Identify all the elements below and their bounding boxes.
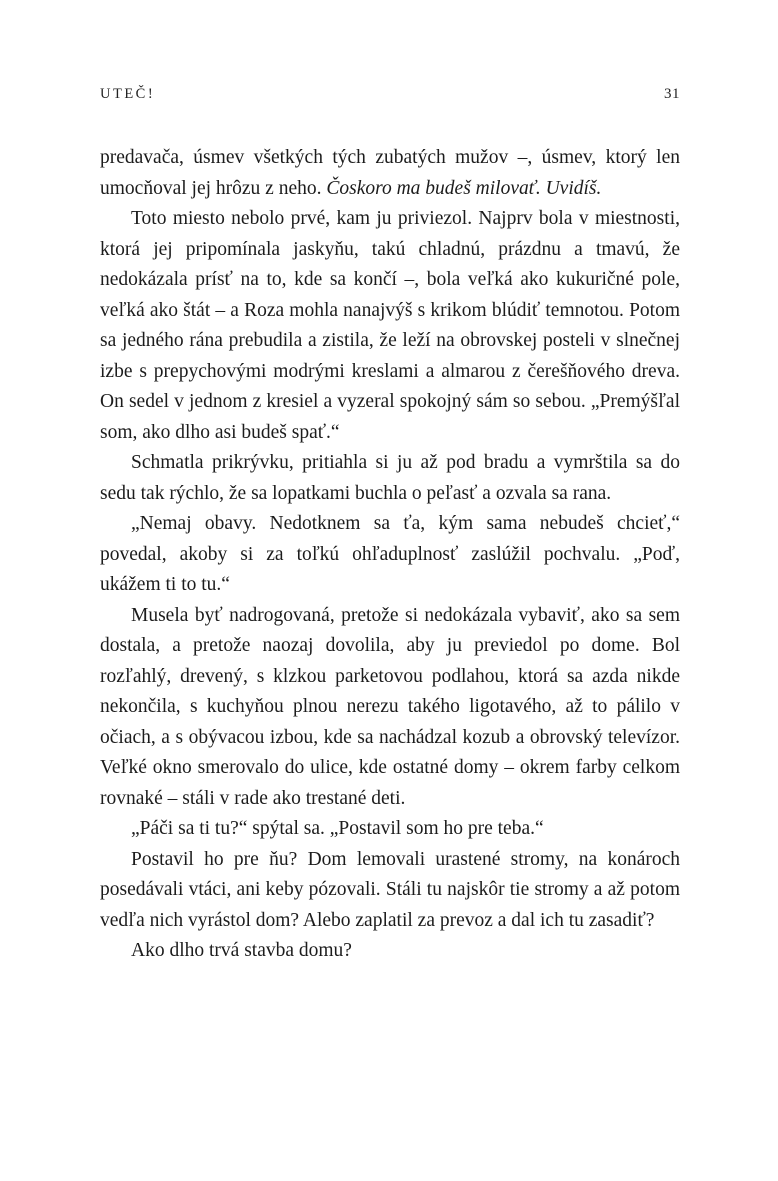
paragraph bbox=[100, 601, 680, 815]
running-title: UTEČ! bbox=[100, 86, 156, 102]
paragraph bbox=[100, 143, 680, 204]
paragraph bbox=[100, 814, 680, 845]
body-text: „Nemaj obavy. Nedotknem sa ťa, kým sama nebudeš chcieť,“ povedal, akoby si za toľkú ohľaduplnosť zaslúžil pochvalu. „Poď, ukážem ti to tu.“ bbox=[100, 513, 680, 595]
page-number: 31 bbox=[664, 86, 680, 102]
body-text: Schmatla prikrývku, pritiahla si ju až pod bradu a vymrštila sa do sedu tak rýchlo, že sa lopatkami buchla o peľasť a ozvala sa rana. bbox=[100, 452, 680, 504]
body-text: „Páči sa ti tu?“ spýtal sa. „Postavil som ho pre teba.“ bbox=[131, 818, 544, 839]
paragraph bbox=[100, 845, 680, 937]
body-text: predavača, úsmev všetkých tých zubatých mužov –, úsmev, ktorý len umocňoval jej hrôzu z neho. bbox=[100, 147, 680, 199]
paragraph bbox=[100, 936, 680, 967]
body-text: Toto miesto nebolo prvé, kam ju priviezol. Najprv bola v miestnosti, ktorá jej pripomínala jaskyňu, takú chladnú, prázdnu a tmavú, že nedokázala prísť na to, kde sa končí –, bola veľká ako kukuričné pole, veľká ako štát – a Roza mohla nanajvýš s krikom blúdiť temnotou. Potom sa jedného rána prebudila a zistila, že leží na obrovskej posteli v slnečnej izbe s prepychovými modrými kreslami a almarou z čerešňového dreva. On sedel v jednom z kresiel a vyzeral spokojný sám so sebou. „Premýšľal som, ako dlho asi budeš spať.“ bbox=[100, 208, 680, 443]
body-text: Postavil ho pre ňu? Dom lemovali urastené stromy, na konároch posedávali vtáci, ani keby pózovali. Stáli tu najskôr tie stromy a až potom vedľa nich vyrástol dom? Alebo zaplatil za prevoz a dal ich tu zasadiť? bbox=[100, 848, 680, 931]
paragraph bbox=[100, 204, 680, 448]
paragraph bbox=[100, 448, 680, 509]
italic-text: Čoskoro ma budeš milovať. Uvidíš. bbox=[326, 177, 602, 199]
body-text: Musela byť nadrogovaná, pretože si nedokázala vybaviť, ako sa sem dostala, a pretože naozaj dovolila, aby ju previedol po dome. Bol rozľahlý, drevený, s klzkou parketovou podlahou, ktorá sa azda nikde nekončila, s kuchyňou plnou nerezu takého ligotavého, až to pálilo v očiach, a s obývacou izbou, kde sa nachádzal kozub a obrovský televízor. Veľké okno smerovalo do ulice, kde ostatné domy – okrem farby celkom rovnaké – stáli v rade ako trestané deti. bbox=[100, 604, 680, 809]
page-body bbox=[100, 143, 680, 967]
body-text: Ako dlho trvá stavba domu? bbox=[131, 940, 352, 961]
paragraph bbox=[100, 509, 680, 601]
page-header bbox=[100, 86, 680, 103]
